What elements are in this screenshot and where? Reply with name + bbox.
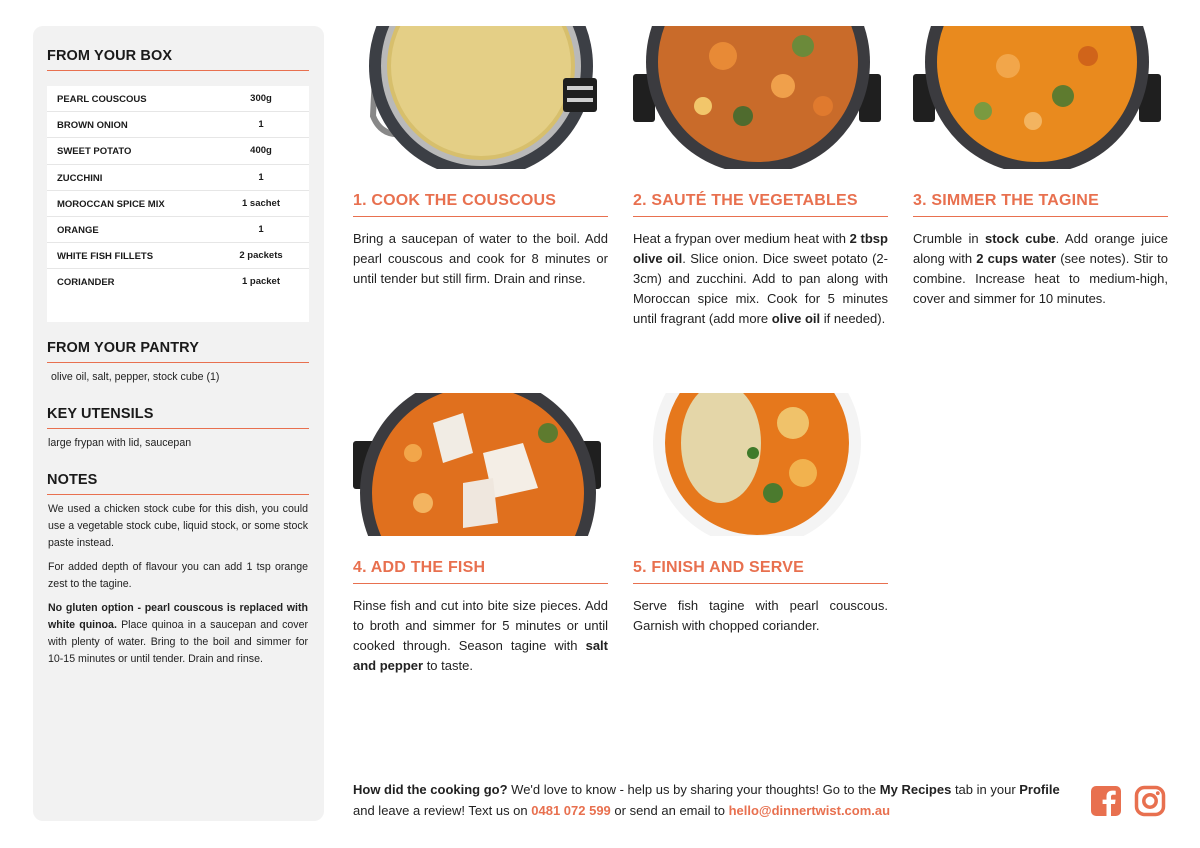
- note-bold: No gluten option - pearl couscous is replaced with white quinoa.: [48, 602, 308, 631]
- phone-link[interactable]: 0481 072 599: [531, 803, 611, 818]
- footer-text: or send an email to: [610, 803, 729, 818]
- footer-question: How did the cooking go?: [353, 782, 508, 797]
- step-text: Rinse fish and cut into bite size pieces. Add to broth and simmer for 5 minutes or until cooked through. Season tagine with: [353, 598, 608, 653]
- utensils-text: large frypan with lid, saucepan: [48, 437, 192, 449]
- step-text: Bring a saucepan of water to the boil. Add pearl couscous and cook for 8 minutes or until tender but still firm. Drain and rinse.: [353, 231, 608, 286]
- step-text: Serve fish tagine with pearl couscous. Garnish with chopped coriander.: [633, 598, 888, 633]
- ingredient-name: CORIANDER: [57, 277, 115, 289]
- ingredient-qty: 1: [258, 119, 264, 131]
- ingredient-qty: 1: [258, 223, 264, 235]
- pantry-title: FROM YOUR PANTRY: [47, 340, 309, 363]
- ingredient-name: ZUCCHINI: [57, 172, 103, 184]
- table-row: [47, 217, 309, 243]
- ingredient-name: MOROCCAN SPICE MIX: [57, 198, 165, 210]
- step-bold: 2 tbsp olive oil: [633, 231, 888, 266]
- ingredient-name: SWEET POTATO: [57, 146, 132, 158]
- notes-title: NOTES: [47, 472, 309, 495]
- step-text: if needed).: [820, 311, 886, 326]
- table-row: [47, 243, 309, 269]
- ingredient-qty: 2 packets: [239, 250, 283, 262]
- step-text: Heat a frypan over medium heat with: [633, 231, 850, 246]
- tagine-simmer-image: [913, 26, 1168, 169]
- step-3-photo: [913, 26, 1168, 169]
- step-text: Crumble in: [913, 231, 985, 246]
- step-text: (see notes). Stir to combine. Increase heat to medium-high, cover and simmer for 10 minutes.: [913, 251, 1168, 306]
- served-bowl-image: [633, 393, 888, 536]
- step-4-title: 4. ADD THE FISH: [353, 559, 608, 584]
- email-link[interactable]: hello@dinnertwist.com.au: [728, 803, 891, 818]
- step-text: to taste.: [423, 658, 473, 673]
- table-row: [47, 269, 309, 295]
- sidebar: [33, 26, 324, 821]
- step-2-photo: [633, 26, 888, 169]
- ingredient-name: PEARL COUSCOUS: [57, 94, 147, 105]
- step-2-text: [633, 229, 888, 329]
- step-2: [633, 26, 888, 326]
- step-bold: olive oil: [771, 311, 821, 326]
- step-1-title: 1. COOK THE COUSCOUS: [353, 192, 608, 217]
- note-paragraph: We used a chicken stock cube for this dish, you could use a vegetable stock cube, liquid stock, or some stock paste instead.: [48, 503, 308, 549]
- ingredient-qty: 1 sachet: [241, 197, 281, 209]
- note-paragraph: [48, 600, 308, 668]
- ingredient-name: BROWN ONION: [57, 120, 128, 132]
- step-1-text: [353, 229, 608, 289]
- step-bold: stock cube: [984, 231, 1056, 246]
- step-4-text: [353, 596, 608, 676]
- step-4-photo: [353, 393, 608, 536]
- feedback-footer: [353, 779, 1078, 821]
- table-row: [47, 165, 309, 191]
- ingredient-qty: 400g: [250, 145, 272, 157]
- step-2-title: 2. SAUTÉ THE VEGETABLES: [633, 192, 888, 217]
- step-3-title: 3. SIMMER THE TAGINE: [913, 192, 1168, 217]
- step-text: . Add orange juice along with: [913, 231, 1168, 266]
- table-row: [47, 86, 309, 112]
- note-paragraph: For added depth of flavour you can add 1 tsp orange zest to the tagine.: [48, 561, 308, 590]
- instagram-icon[interactable]: [1134, 785, 1166, 817]
- fish-pan-image: [353, 393, 608, 536]
- step-1: [353, 26, 608, 286]
- table-row: [47, 138, 309, 164]
- step-4: [353, 393, 608, 673]
- vegetables-pan-image: [633, 26, 888, 169]
- step-5: [633, 393, 888, 633]
- table-row: [47, 112, 309, 138]
- ingredient-qty: 1: [258, 171, 264, 183]
- facebook-icon[interactable]: [1090, 785, 1122, 817]
- footer-text: and leave a review! Text us on: [353, 803, 532, 818]
- notes-body: [48, 501, 308, 675]
- step-3: [913, 26, 1168, 306]
- step-5-title: 5. FINISH AND SERVE: [633, 559, 888, 584]
- step-3-text: [913, 229, 1168, 309]
- ingredient-qty: 300g: [250, 93, 272, 104]
- note-text: Place quinoa in a saucepan and cover with plenty of water. Bring to the boil and simmer for 10-15 minutes or until tender. Drain and rinse.: [48, 619, 309, 665]
- ingredient-name: ORANGE: [57, 224, 99, 236]
- step-1-photo: [353, 26, 608, 169]
- table-row: [47, 191, 309, 217]
- couscous-pot-image: [353, 26, 608, 169]
- step-bold: salt and pepper: [353, 638, 608, 673]
- profile-link[interactable]: Profile: [1019, 782, 1060, 797]
- utensils-title: KEY UTENSILS: [47, 406, 309, 429]
- step-5-photo: [633, 393, 888, 536]
- ingredient-name: WHITE FISH FILLETS: [57, 251, 154, 263]
- footer-text: tab in your: [951, 782, 1020, 797]
- my-recipes-link[interactable]: My Recipes: [879, 782, 952, 797]
- step-text: . Slice onion. Dice sweet potato (2-3cm) and zucchini. Add to pan along with Moroccan spice mix. Cook for 5 minutes until fragrant (add more: [633, 251, 888, 326]
- box-ingredients-table: [47, 86, 309, 322]
- box-title: FROM YOUR BOX: [47, 48, 309, 71]
- pantry-text: olive oil, salt, pepper, stock cube (1): [51, 371, 220, 383]
- footer-text: We'd love to know - help us by sharing your thoughts! Go to the: [507, 782, 880, 797]
- ingredient-qty: 1 packet: [241, 276, 281, 288]
- step-bold: 2 cups water: [976, 251, 1057, 266]
- step-5-text: [633, 596, 888, 636]
